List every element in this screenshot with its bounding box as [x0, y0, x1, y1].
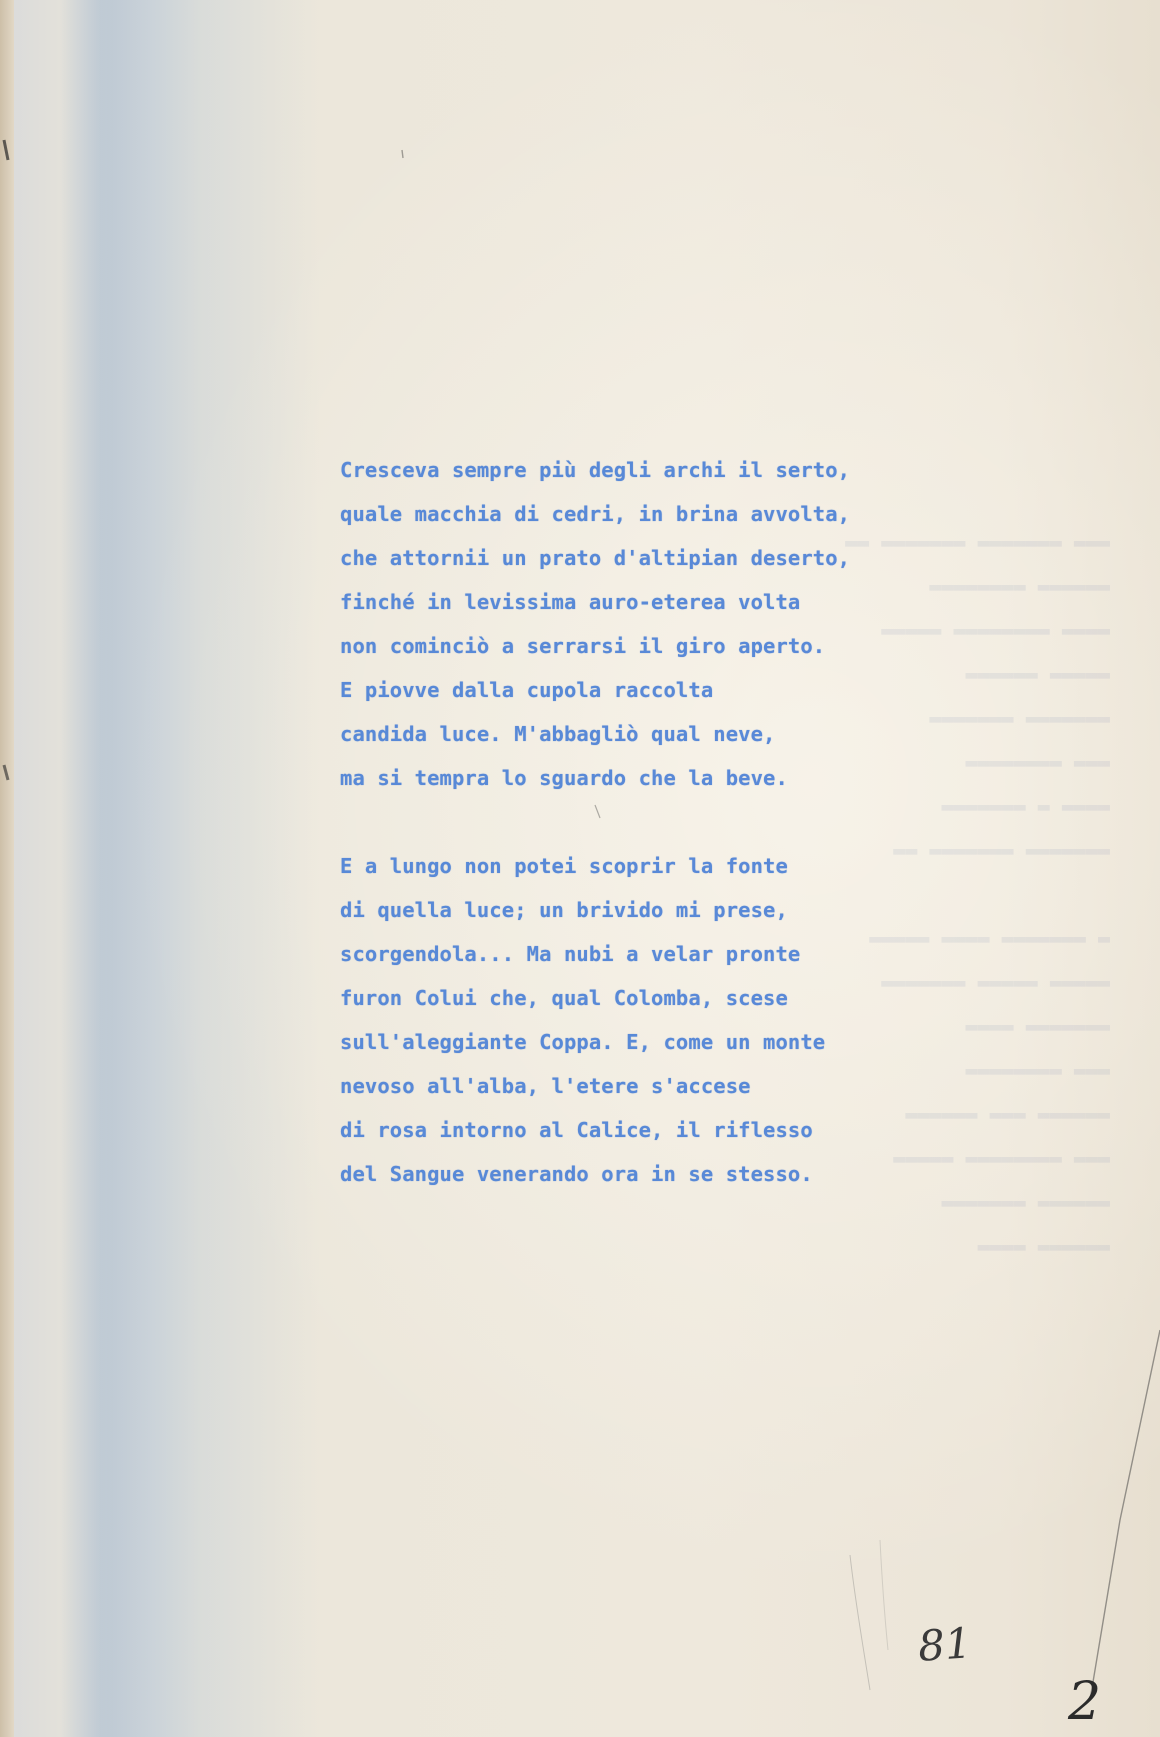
verse-line: ma si tempra lo sguardo che la beve.: [340, 766, 788, 790]
paper-left-edge: [0, 0, 14, 1737]
verse-line: di quella luce; un brivido mi prese,: [340, 898, 788, 922]
carbon-tint-band: [60, 0, 320, 1737]
verse-line: E a lungo non potei scoprir la fonte: [340, 854, 788, 878]
verse-line: furon Colui che, qual Colomba, scese: [340, 986, 788, 1010]
verse-line: finché in levissima auro-eterea volta: [340, 590, 801, 614]
verse-line: di rosa intorno al Calice, il riflesso: [340, 1118, 813, 1142]
page-number: 81: [916, 1618, 974, 1671]
corner-mark: 2: [1068, 1672, 1102, 1732]
verse-line: del Sangue venerando ora in se stesso.: [340, 1162, 813, 1186]
verse-line: quale macchia di cedri, in brina avvolta,: [340, 502, 851, 526]
stanza-2: [340, 844, 850, 1196]
verse-line: nevoso all'alba, l'etere s'accese: [340, 1074, 751, 1098]
show-through-text: ▬▬▬ ▬▬▬▬▬▬▬ ▬▬▬▬▬▬▬ ▬▬ ▬▬▬▬▬▬ ▬▬▬▬▬▬▬▬ ▬▬▬▬ ▬▬▬▬▬▬▬▬ ▬▬▬▬▬ ▬▬▬▬▬ ▬▬▬▬▬▬ ▬▬▬▬▬▬▬ ▬▬▬▬▬▬▬ ▬▬▬ ▬▬▬▬▬▬▬▬ ▬▬▬▬ ▬ ▬▬▬▬▬▬▬ ▬▬▬▬▬▬▬ ▬▬▬▬▬▬▬ ▬▬ ▬ ▬▬▬▬▬▬▬ ▬▬▬▬ ▬▬▬▬▬ ▬▬▬▬▬ ▬▬▬▬▬ ▬▬▬▬▬▬▬ ▬▬▬▬▬▬▬ ▬▬▬▬ ▬▬▬ ▬▬▬▬▬▬▬▬ ▬▬▬▬▬▬ ▬▬▬ ▬▬▬▬▬▬ ▬▬▬ ▬▬▬▬▬▬▬▬ ▬▬▬▬▬ ▬▬▬▬▬▬ ▬▬▬▬▬▬▬ ▬▬▬▬▬▬ ▬▬▬▬: [845, 530, 1110, 1258]
verse-line: scorgendola... Ma nubi a velar pronte: [340, 942, 801, 966]
verse-line: che attornii un prato d'altipian deserto,: [340, 546, 851, 570]
stanza-1: [340, 448, 850, 800]
verse-line: sull'aleggiante Coppa. E, come un monte: [340, 1030, 826, 1054]
verse-line: candida luce. M'abbagliò qual neve,: [340, 722, 776, 746]
verse-line: E piovve dalla cupola raccolta: [340, 678, 714, 702]
poem-text: [340, 448, 850, 1196]
verse-line: Cresceva sempre più degli archi il serto,: [340, 458, 851, 482]
verse-line: non cominciò a serrarsi il giro aperto.: [340, 634, 826, 658]
